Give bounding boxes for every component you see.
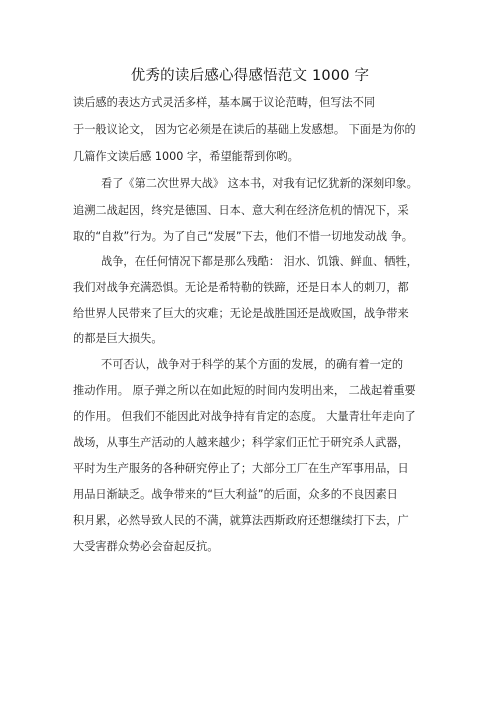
paragraph-line: 不可否认，战争对于科学的某个方面的发展，的确有着一定的 xyxy=(101,358,404,371)
paragraph-line: 平时为生产服务的各种研究停止了；大部分工厂在生产军事用品，日 xyxy=(73,462,409,475)
paragraph-line: 推动作用。 原子弹之所以在如此短的时间内发明出来， 二战起着重要 xyxy=(73,384,416,397)
paragraph-line: 积月累，必然导致人民的不满，就算法西斯政府还想继续打下去，广 xyxy=(73,514,409,527)
paragraph-line: 读后感的表达方式灵活多样，基本属于议论范畴，但写法不同 xyxy=(73,96,376,109)
paragraph-line: 追溯二战起因，终究是德国、日本、意大利在经济危机的情况下，采 xyxy=(73,204,409,217)
paragraph-line: 战场，从事生产活动的人越来越少；科学家们正忙于研究杀人武器， xyxy=(73,436,409,449)
paragraph-line: 用品日渐缺乏。战争带来的“巨大利益”的后面，众多的不良因素日 xyxy=(73,488,398,501)
paragraph-line: 的作用。 但我们不能因此对战争持有肯定的态度。 大量青壮年走向了 xyxy=(73,410,416,423)
paragraph-line: 于一般议论文， 因为它必须是在读后的基础上发感想。 下面是为你的 xyxy=(73,123,416,136)
paragraph-line: 的都是巨大损失。 xyxy=(73,332,163,345)
document-title: 优秀的读后感心得感悟范文 1000 字 xyxy=(130,68,370,84)
paragraph-line: 取的“自救”行为。为了自己“发展”下去，他们不惜一切地发动战 争。 xyxy=(73,230,413,243)
paragraph-line: 给世界人民带来了巨大的灾难；无论是战胜国还是战败国，战争带来 xyxy=(73,307,409,320)
paragraph-line: 战争，在任何情况下都是那么残酷： 泪水、饥饿、鲜血、牺牲， xyxy=(101,255,418,268)
paragraph-line: 大受害群众势必会奋起反抗。 xyxy=(73,540,219,553)
paragraph-line: 看了《第二次世界大战》 这本书，对我有记忆犹新的深刻印象。 xyxy=(101,177,418,190)
paragraph-line: 几篇作文读后感 1000 字，希望能帮到你哟。 xyxy=(73,150,299,163)
paragraph-line: 我们对战争充满恐惧。无论是希特勒的铁蹄，还是日本人的刺刀，都 xyxy=(73,281,409,294)
